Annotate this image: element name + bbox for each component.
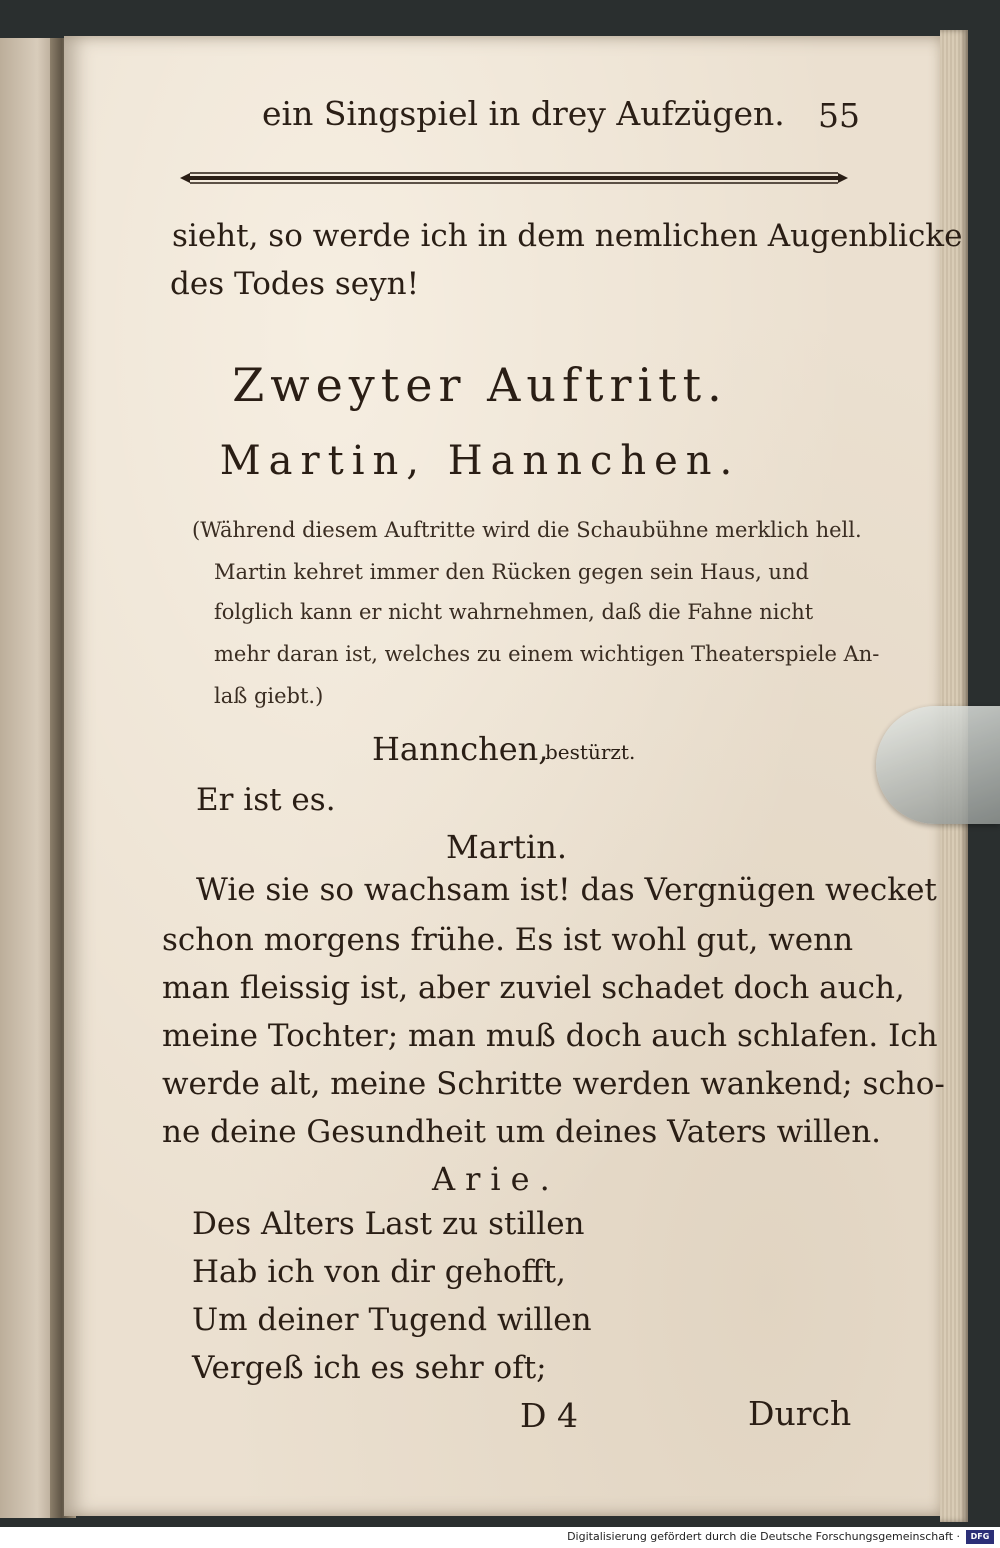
martin-line-1: Wie sie so wachsam ist! das Vergnügen wecket xyxy=(196,872,937,908)
martin-line-4: meine Tochter; man muß doch auch schlafen. Ich xyxy=(162,1018,938,1054)
scene-title: Zweyter Auftritt. xyxy=(232,358,728,412)
digitization-footer xyxy=(0,1527,1000,1548)
page xyxy=(64,36,944,1516)
running-title: ein Singspiel in drey Aufzügen. xyxy=(262,94,785,133)
speaker-hannchen: Hannchen, xyxy=(372,730,549,768)
aria-line-1: Des Alters Last zu stillen xyxy=(192,1206,585,1242)
aria-line-2: Hab ich von dir gehofft, xyxy=(192,1254,566,1290)
page-clip xyxy=(876,706,1000,824)
scene-characters: Martin, Hannchen. xyxy=(219,438,741,484)
aria-line-3: Um deiner Tugend willen xyxy=(192,1302,592,1338)
stage-direction-line-3: folglich kann er nicht wahrnehmen, daß die Fahne nicht xyxy=(214,600,814,624)
ornamental-rule xyxy=(180,171,848,185)
hannchen-direction: bestürzt. xyxy=(545,740,636,764)
martin-line-3: man fleissig ist, aber zuviel schadet doch auch, xyxy=(162,970,905,1006)
stage-direction-line-1: (Während diesem Auftritte wird die Schaubühne merklich hell. xyxy=(192,518,862,542)
stage-direction-line-2: Martin kehret immer den Rücken gegen sein Haus, und xyxy=(214,560,809,584)
dfg-logo: DFG xyxy=(966,1530,994,1544)
martin-line-5: werde alt, meine Schritte werden wankend; scho- xyxy=(162,1066,945,1102)
martin-line-2: schon morgens frühe. Es ist wohl gut, wenn xyxy=(162,922,854,958)
stage-direction-line-5: laß giebt.) xyxy=(214,684,324,708)
funding-credit: Digitalisierung gefördert durch die Deutsche Forschungsgemeinschaft · xyxy=(567,1530,960,1543)
continued-line-1: sieht, so werde ich in dem nemlichen Augenblicke xyxy=(172,218,963,254)
catchword: Durch xyxy=(748,1394,852,1433)
speaker-martin: Martin. xyxy=(446,828,568,866)
page-number: 55 xyxy=(818,96,860,135)
continued-line-2: des Todes seyn! xyxy=(170,266,420,302)
aria-title: Arie. xyxy=(432,1160,560,1198)
stage-direction-line-4: mehr daran ist, welches zu einem wichtigen Theaterspiele An- xyxy=(214,642,880,666)
hannchen-speech: Er ist es. xyxy=(196,782,336,818)
aria-line-4: Vergeß ich es sehr oft; xyxy=(192,1350,547,1386)
martin-line-6: ne deine Gesundheit um deines Vaters willen. xyxy=(162,1114,882,1150)
signature-mark: D 4 xyxy=(520,1396,578,1435)
